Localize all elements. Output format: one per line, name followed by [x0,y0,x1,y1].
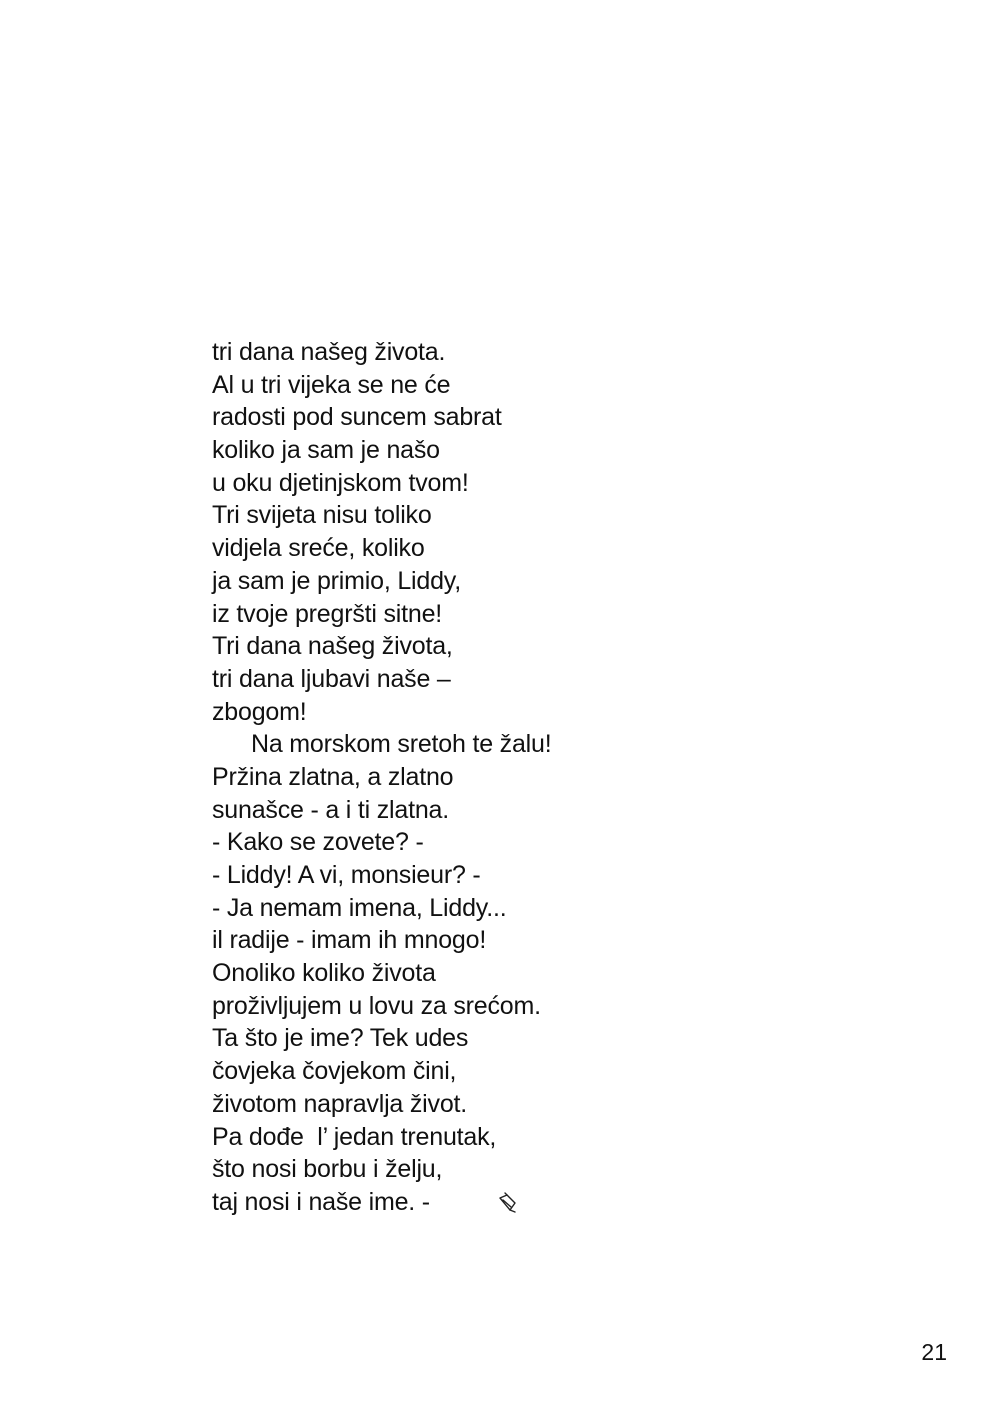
poem-text [212,336,772,1219]
poem-line: - Kako se zovete? - [212,828,424,857]
poem-line: il radije - imam ih mnogo! [212,926,487,955]
poem-line: Pa dođe l’ jedan trenutak, [212,1122,497,1151]
poem-line: iz tvoje pregršti sitne! [212,599,443,628]
poem-line: ja sam je primio, Liddy, [212,566,461,595]
poem-line: koliko ja sam je našo [212,436,440,465]
poem-line: - Ja nemam imena, Liddy... [212,893,507,922]
poem-line: - Liddy! A vi, monsieur? - [212,861,481,889]
poem-line-indented: Na morskom sretoh te žalu! [251,730,552,759]
poem-line: sunašce - a i ti zlatna. [212,795,449,824]
page-number: 21 [921,1339,947,1365]
poem-line: Al u tri vijeka se ne će [212,370,451,399]
poem-line: čovjeka čovjekom čini, [212,1057,457,1086]
pen-nib-icon [497,1192,519,1214]
poem-line: tri dana našeg života. [212,338,446,366]
poem-line: proživljujem u lovu za srećom. [212,991,541,1020]
poem-line: Pržina zlatna, a zlatno [212,762,454,791]
poem-line: životom napravlja život. [212,1089,468,1118]
poem-line: Tri dana našeg života, [212,632,453,661]
poem-line: zbogom! [212,697,307,726]
poem-line: u oku djetinjskom tvom! [212,468,469,497]
poem-line: tri dana ljubavi naše – [212,664,451,693]
poem-line: vidjela sreće, koliko [212,534,425,563]
poem-line: Onoliko koliko života [212,959,436,988]
poem-line: Ta što je ime? Tek udes [212,1024,469,1053]
poem-line: Tri svijeta nisu toliko [212,501,432,530]
poem-line: što nosi borbu i želju, [212,1155,443,1184]
poem-line: taj nosi i naše ime. - [212,1187,430,1216]
poem-line: radosti pod suncem sabrat [212,403,502,432]
